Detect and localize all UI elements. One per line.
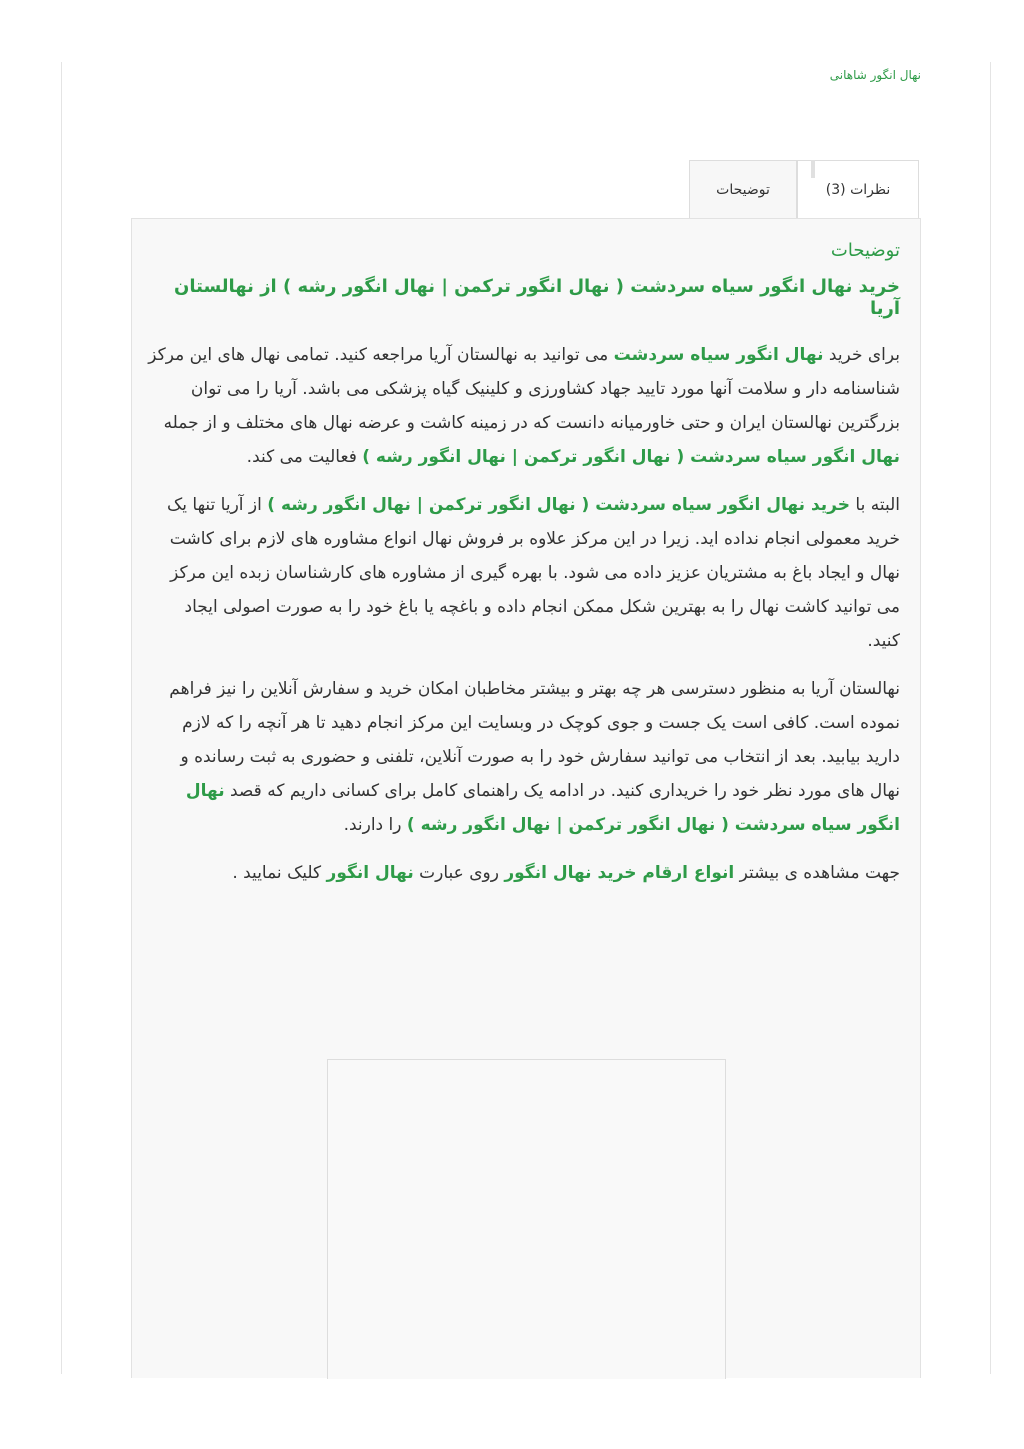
breadcrumb-link[interactable]: نهال انگور شاهانی [829,68,921,82]
text: کلیک نمایید . [232,863,327,883]
description-content [148,236,900,904]
grape-sapling-link[interactable]: نهال انگور [326,863,414,883]
tab-reviews[interactable]: نظرات (3) [797,160,919,218]
product-tabs [689,160,921,218]
product-link[interactable]: نهال انگور سیاه سردشت ( نهال انگور ترکمن | نهال انگور رشه ) [185,781,900,835]
paragraph-1 [148,338,900,474]
text: برای خرید [823,345,900,365]
panel-title: توضیحات [830,240,900,261]
text: البته با [850,495,900,515]
paragraph-2 [148,488,900,658]
product-link[interactable]: نهال انگور سیاه سردشت ( نهال انگور ترکمن | نهال انگور رشه ) [362,447,900,467]
embedded-media-placeholder [327,1059,726,1379]
text: از آریا تنها یک خرید معمولی انجام نداده اید. زیرا در این مرکز علاوه بر فروش نهال انواع مشاوره های لازم برای کاشت نهال و ایجاد باغ به مشتریان عزیز داده می شود. با بهره گیری از مشاوره های کارشناسان زبده این مرکز می توانید کاشت نهال را به بهترین شکل ممکن انجام داده و باغچه یا باغ خود را به صورت اصولی ایجاد کنید. [167,495,900,651]
product-link[interactable]: خرید نهال انگور سیاه سردشت ( نهال انگور ترکمن | نهال انگور رشه ) [267,495,850,515]
text: جهت مشاهده ی بیشتر [734,863,900,883]
tab-description[interactable]: توضیحات [689,160,797,218]
article-heading: خرید نهال انگور سیاه سردشت ( نهال انگور ترکمن | نهال انگور رشه ) از نهالستان آریا [173,276,900,319]
text: فعالیت می کند. [246,447,363,467]
product-link[interactable]: نهال انگور سیاه سردشت [613,345,824,365]
grape-varieties-link[interactable]: انواع ارقام خرید نهال انگور [504,863,735,883]
text: روی عبارت [413,863,505,883]
text: می توانید به نهالستان آریا مراجعه کنید. تمامی نهال های این مرکز شناسنامه دار و سلامت آنها مورد تایید جهاد کشاورزی و کلینیک گیاه پزشکی می باشد. آریا را می توان بزرگترین نهالستان ایران و حتی خاورمیانه دانست که در زمینه کاشت و عرضه نهال های مختلف و از جمله [148,345,900,433]
text: نهالستان آریا به منظور دسترسی هر چه بهتر و بیشتر مخاطبان امکان خرید و سفارش آنلاین را نیز فراهم نموده است. کافی است یک جست و جوی کوچک در وبسایت این مرکز انجام دهید تا هر آنچه را که لازم دارید بیابید. بعد از انتخاب می توانید سفارش خود را به صورت آنلاین، تلفنی و حضوری به ثبت رسانده و نهال های مورد نظر خود را خریداری کنید. در ادامه یک راهنمای کامل برای کسانی داریم که قصد [169,679,900,801]
paragraph-4 [148,856,900,890]
paragraph-3 [148,672,900,842]
text: را دارند. [343,815,407,835]
